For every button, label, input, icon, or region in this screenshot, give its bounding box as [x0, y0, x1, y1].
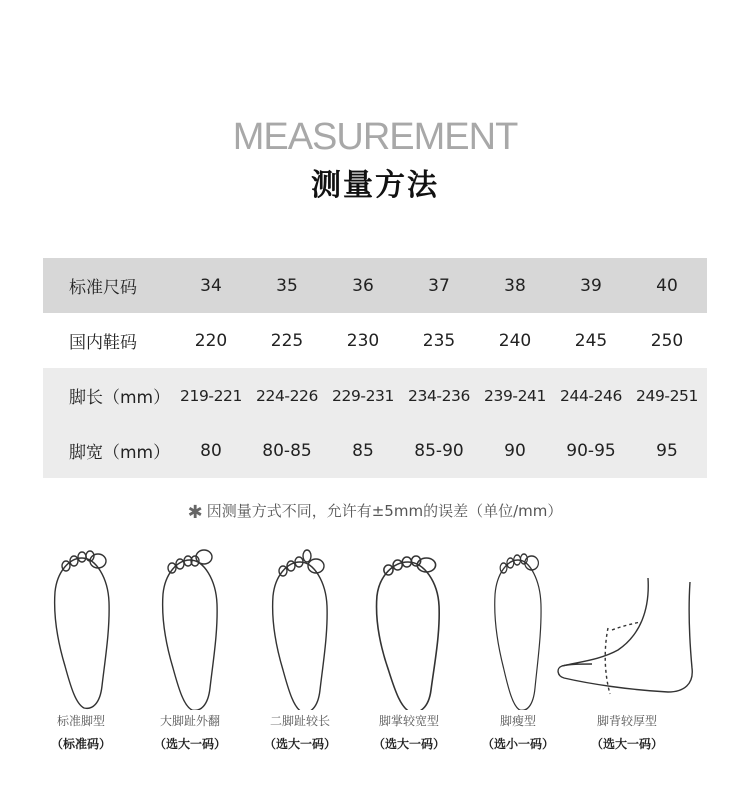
table-cell: 245 [574, 330, 608, 351]
table-cell: 37 [428, 275, 450, 296]
table-cell: 90-95 [566, 440, 616, 461]
row-label: 脚长（mm） [69, 388, 171, 408]
table-cell: 36 [352, 275, 374, 296]
table-cell: 249-251 [636, 386, 698, 405]
table-cell: 80-85 [262, 440, 312, 461]
table-cell: 239-241 [484, 386, 546, 405]
table-cell: 250 [650, 330, 684, 351]
table-cell: 230 [346, 330, 380, 351]
foot-type-label: 大脚趾外翻 [159, 714, 220, 728]
foot-type-label: 脚背较厚型 [596, 714, 657, 728]
size-advice: （选大一码） [590, 737, 663, 751]
size-advice: （标准码） [50, 737, 111, 751]
table-cell: 220 [194, 330, 228, 351]
foot-caption-wide [354, 712, 464, 752]
table-cell: 85 [352, 440, 374, 461]
table-cell: 224-226 [256, 386, 318, 405]
foot-long-second-toe-icon [273, 550, 328, 710]
table-cell: 234-236 [408, 386, 470, 405]
foot-high-instep-icon [558, 578, 692, 694]
foot-caption-bunion [135, 712, 245, 752]
foot-wide-icon [376, 556, 439, 710]
foot-type-label: 标准脚型 [56, 714, 105, 728]
table-cell: 90 [504, 440, 526, 461]
foot-type-label: 脚瘦型 [499, 714, 536, 728]
table-cell: 219-221 [180, 386, 242, 405]
foot-type-label: 脚掌较宽型 [378, 714, 439, 728]
table-cell: 225 [270, 330, 304, 351]
foot-bunion-icon [163, 550, 218, 710]
foot-caption-slim [463, 712, 573, 752]
row-label: 国内鞋码 [69, 333, 137, 353]
foot-type-label: 二脚趾较长 [269, 714, 330, 728]
table-cell: 235 [422, 330, 456, 351]
table-cell: 80 [200, 440, 222, 461]
size-advice: （选大一码） [263, 737, 336, 751]
foot-illustrations [0, 540, 750, 710]
table-cell: 38 [504, 275, 526, 296]
table-cell: 240 [498, 330, 532, 351]
table-cell: 229-231 [332, 386, 394, 405]
table-cell: 39 [580, 275, 602, 296]
table-cell: 35 [276, 275, 298, 296]
foot-standard-icon [55, 551, 110, 708]
size-advice: （选大一码） [372, 737, 445, 751]
foot-caption-high-instep [572, 712, 682, 752]
table-cell: 40 [656, 275, 678, 296]
table-row-foot-width [43, 423, 707, 478]
title-english: MEASUREMENT [232, 116, 518, 158]
size-table [43, 258, 707, 478]
note-text: 因测量方式不同，允许有±5mm的误差（单位/mm） [206, 502, 563, 520]
table-cell: 244-246 [560, 386, 622, 405]
foot-caption-standard [26, 712, 136, 752]
foot-caption-long-second-toe [245, 712, 355, 752]
table-row-standard-size [43, 258, 707, 313]
size-advice: （选大一码） [153, 737, 226, 751]
table-row-domestic-size [43, 313, 707, 368]
tolerance-note [0, 500, 750, 521]
asterisk-icon: ✱ [187, 502, 203, 523]
row-label: 标准尺码 [69, 278, 137, 298]
size-advice: （选小一码） [481, 737, 554, 751]
title-chinese: 测量方法 [311, 168, 439, 203]
table-row-foot-length [43, 368, 707, 423]
row-label: 脚宽（mm） [69, 443, 171, 463]
table-cell: 95 [656, 440, 678, 461]
foot-slim-icon [495, 554, 541, 710]
table-cell: 34 [200, 275, 222, 296]
table-cell: 85-90 [414, 440, 464, 461]
